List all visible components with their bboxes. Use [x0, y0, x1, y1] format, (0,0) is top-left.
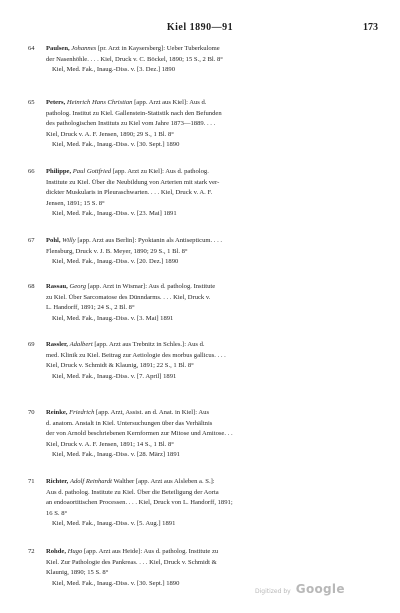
entry-text: Walther [app. Arzt aus Alsleben a. S.]: — [113, 478, 215, 485]
entry-author: Rassau, — [46, 283, 68, 290]
entry-line: L. Handorff, 1891; 24 S., 2 Bl. 8° — [46, 304, 135, 311]
entry-text: [app. Arzt in Wismar]: Aus d. patholog. Institute — [87, 283, 216, 290]
entry-given-name: Adolf Reinhardt — [69, 478, 112, 485]
entry-given-name: Heinrich Hans Christian — [66, 99, 133, 106]
google-logo: Google — [295, 582, 345, 596]
entry-number: 64 — [28, 45, 35, 52]
entry-text: [app. Arzt, Assist. an d. Anat. in Kiel]: Aus — [96, 409, 210, 416]
entry-number: 70 — [28, 409, 35, 416]
entry-line: Kiel. Zur Pathologie des Pankreas. . . . Kiel, Druck v. Schmidt & — [46, 558, 217, 566]
entry-text: [app. Arzt aus Berlin]: Pyoktanin als Antisepticum. . . . — [77, 237, 223, 244]
entry-number: 65 — [28, 99, 35, 106]
entry-line: Kiel, Druck v. Schmidt & Klaunig, 1891; 22 S., 1 Bl. 8° — [46, 362, 194, 369]
watermark-prefix: Digitized by — [255, 588, 291, 595]
entry-author: Paulsen, — [46, 45, 70, 52]
entry-text: [pr. Arzt in Kaysersberg]: Ueber Tuberkulome — [97, 45, 220, 52]
bibliography-entry — [28, 282, 384, 324]
entry-line: 16 S. 8° — [46, 509, 68, 517]
entry-given-name: Friedrich — [69, 409, 95, 416]
entry-number: 67 — [28, 237, 35, 244]
entry-author: Rohde, — [46, 548, 66, 555]
entry-text: [app. Arzt aus Kiel]: Aus d. — [134, 99, 207, 106]
dissertation-note: Kiel, Med. Fak., Inaug.-Diss. v. [30. Sept.] 1890 — [52, 579, 180, 587]
bibliography-entry — [28, 236, 384, 268]
entry-number: 69 — [28, 341, 35, 348]
entry-number: 66 — [28, 168, 35, 175]
dissertation-note: Kiel, Med. Fak., Inaug.-Diss. v. [7. April] 1891 — [52, 372, 177, 380]
entry-line: zu Kiel. Über Sarcomatose des Dünndarms. . . . Kiel, Druck v. — [46, 293, 211, 301]
entry-line: der von Arnold beschriebenen Kernformen zur Mitose und Amitose. . . — [46, 430, 233, 437]
bibliography-entry — [28, 167, 384, 220]
page-header — [0, 22, 400, 36]
bibliography-entry — [28, 477, 384, 530]
entry-author: Richter, — [46, 478, 69, 485]
entry-line: der Nasenhöhle. . . . Kiel, Druck v. C. Böckel, 1890; 15 S., 2 Bl. 8° — [46, 55, 223, 63]
entry-line: Institute zu Kiel. Über die Neubildung von Arterien mit stark ver- — [46, 178, 220, 186]
entry-author: Philippe, — [46, 168, 72, 175]
entry-line: med. Klinik zu Kiel. Beitrag zur Aetiologie des morbus gallicus. . . . — [46, 351, 226, 359]
entry-line: d. anatom. Anstalt in Kiel. Untersuchungen über das Verhältnis — [46, 419, 213, 427]
entry-line: Kiel, Druck v. A. F. Jensen, 1890; 29 S., 1 Bl. 8° — [46, 130, 174, 138]
entry-line: an endoaortitischen Processen. . . . Kiel, Druck von L. Handorff, 1891; — [46, 499, 233, 506]
entry-line: patholog. Institut zu Kiel. Gallenstein-Statistik nach den Befunden — [46, 109, 222, 117]
entry-text: [app. Arzt aus Heide]: Aus d. patholog. Institute zu — [83, 548, 219, 555]
entry-number: 71 — [28, 478, 35, 485]
entry-given-name: Adalbert — [69, 341, 93, 348]
dissertation-note: Kiel, Med. Fak., Inaug.-Diss. v. [5. Aug.] 1891 — [52, 520, 176, 527]
entry-line: Jensen, 1891; 15 S. 8° — [46, 199, 105, 207]
bibliography-entry — [28, 408, 384, 461]
dissertation-note: Kiel, Med. Fak., Inaug.-Diss. v. [23. Mai] 1891 — [52, 210, 177, 217]
google-watermark — [255, 578, 345, 597]
entry-text: [app. Arzt aus Trebnitz in Schles.]: Aus d. — [94, 341, 205, 348]
page-number: 173 — [363, 22, 378, 33]
dissertation-note: Kiel, Med. Fak., Inaug.-Diss. v. [20. Dez.] 1890 — [52, 258, 179, 265]
entry-text: [app. Arzt zu Kiel]: Aus d. patholog. — [112, 168, 209, 175]
entry-line: Kiel, Druck v. A. F. Jensen, 1891; 14 S., 1 Bl. 8° — [46, 440, 174, 448]
entry-line: Flensburg, Druck v. J. B. Meyer, 1890; 29 S., 1 Bl. 8° — [46, 247, 188, 255]
entry-author: Rassler, — [46, 341, 68, 348]
dissertation-note: Kiel, Med. Fak., Inaug.-Diss. v. [3. Mai] 1891 — [52, 314, 174, 322]
bibliography-entry — [28, 44, 384, 76]
entry-author: Peters, — [46, 99, 66, 106]
entry-author: Reinke, — [46, 409, 68, 416]
entry-given-name: Paul Gottfried — [72, 168, 112, 175]
dissertation-note: Kiel, Med. Fak., Inaug.-Diss. v. [30. Sept.] 1890 — [52, 141, 180, 148]
dissertation-note: Kiel, Med. Fak., Inaug.-Diss. v. [28. März] 1891 — [52, 451, 180, 458]
entry-given-name: Georg — [69, 283, 87, 290]
entry-line: dickter Muskularis in Pleuraschwarten. . . . Kiel, Druck v. A. F. — [46, 189, 213, 196]
entry-given-name: Willy — [62, 237, 76, 244]
entry-number: 68 — [28, 283, 35, 290]
entry-line: Aus d. patholog. Institute zu Kiel. Über die Beteiligung der Aorta — [46, 488, 219, 496]
entry-line: des pathologischen Instituts zu Kiel vom Jahre 1873—1889. . . . — [46, 120, 216, 127]
bibliography-entry — [28, 340, 384, 382]
bibliography-entry — [28, 98, 384, 151]
running-title: Kiel 1890—91 — [166, 22, 234, 33]
entry-author: Pohl, — [46, 237, 61, 244]
dissertation-note: Kiel, Med. Fak., Inaug.-Diss. v. [3. Dez.] 1890 — [52, 66, 175, 73]
entry-number: 72 — [28, 548, 35, 555]
entry-given-name: Johannes — [71, 45, 97, 52]
entry-line: Klaunig, 1890; 15 S. 8° — [46, 569, 109, 576]
entry-given-name: Hugo — [67, 548, 83, 555]
